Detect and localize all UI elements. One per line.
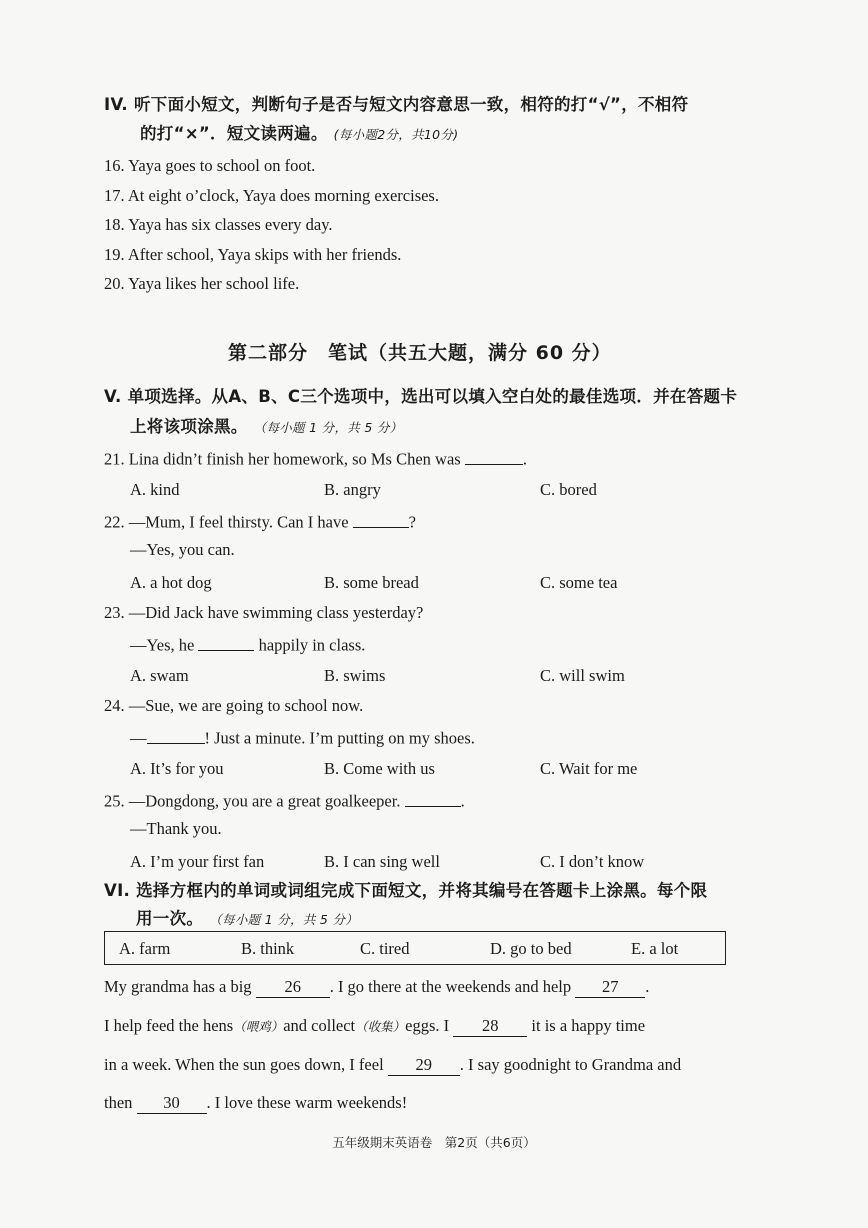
- passage-text: . I go there at the weekends and help: [329, 977, 576, 996]
- q24-blank: [147, 726, 205, 744]
- passage-text: .: [645, 977, 650, 996]
- section5-heading-cont: [130, 417, 402, 437]
- item-17: 17. At eight o’clock, Yaya does morning exercises.: [104, 186, 439, 205]
- q22-text: 22. —Mum, I feel thirsty. Can I have: [104, 512, 353, 532]
- q21-blank: [465, 447, 523, 465]
- q21-option-b: B. angry: [324, 480, 381, 499]
- section4-heading-cont: [140, 124, 458, 144]
- question-22: [104, 510, 416, 532]
- q24-reply: [130, 726, 475, 748]
- section5-heading: [104, 387, 737, 407]
- section6-note: （每小题 1 分，共 5 分）: [209, 912, 359, 927]
- q22-blank: [353, 510, 409, 528]
- q25-option-a: A. I’m your first fan: [130, 852, 265, 871]
- passage-text: . I say goodnight to Grandma and: [459, 1055, 682, 1074]
- q23-reply-end: happily in class.: [254, 635, 366, 655]
- section5-note: （每小题 1 分，共 5 分）: [253, 420, 403, 435]
- passage-text: My grandma has a big: [104, 977, 256, 996]
- item-18: 18. Yaya has six classes every day.: [104, 215, 333, 234]
- section5-heading-line1: 单项选择。从A、B、C三个选项中，选出可以填入空白处的最佳选项．并在答题卡: [127, 387, 738, 406]
- q23-option-b: B. swims: [324, 666, 386, 685]
- passage-text: eggs. I: [405, 1016, 454, 1035]
- q24-option-c: C. Wait for me: [540, 759, 638, 778]
- gloss-collect: （收集）: [355, 1019, 406, 1034]
- blank-27: 27: [575, 977, 645, 998]
- item-19: 19. After school, Yaya skips with her friends.: [104, 245, 402, 264]
- question-24: 24. —Sue, we are going to school now.: [104, 696, 364, 715]
- question-23: 23. —Did Jack have swimming class yesterday?: [104, 603, 424, 622]
- q23-reply-start: —Yes, he: [130, 635, 199, 655]
- item-16: 16. Yaya goes to school on foot.: [104, 156, 316, 175]
- q22-option-c: C. some tea: [540, 573, 618, 592]
- passage-text: and collect: [283, 1016, 356, 1035]
- gloss-feed-hens: （喂鸡）: [233, 1019, 284, 1034]
- q23-blank: [198, 633, 254, 651]
- section6-heading-line2: 用一次。: [136, 909, 204, 928]
- passage-text: . I love these warm weekends!: [206, 1093, 408, 1112]
- word-box: [104, 931, 726, 965]
- blank-28: 28: [453, 1016, 527, 1037]
- word-b: B. think: [241, 939, 295, 958]
- page-footer: 五年级期末英语卷 第2页（共6页）: [332, 1135, 536, 1150]
- q21-option-a: A. kind: [130, 480, 180, 499]
- section4-heading-line2: 的打“×”．短文读两遍。: [140, 124, 328, 143]
- section5-heading-line2: 上将该项涂黑。: [130, 417, 248, 436]
- q25-option-b: B. I can sing well: [324, 852, 440, 871]
- passage-line-2: [104, 1016, 645, 1037]
- q24-option-a: A. It’s for you: [130, 759, 224, 778]
- blank-29: 29: [388, 1055, 460, 1076]
- q22-reply: —Yes, you can.: [130, 540, 235, 559]
- q23-reply: [130, 633, 365, 655]
- q24-reply-end: ! Just a minute. I’m putting on my shoes.: [204, 728, 475, 748]
- section6-heading-line1: 选择方框内的单词或词组完成下面短文，并将其编号在答题卡上涂黑。每个限: [136, 881, 708, 900]
- q21-text: 21. Lina didn’t finish her homework, so Ms Chen was: [104, 449, 465, 469]
- passage-text: in a week. When the sun goes down, I feel: [104, 1055, 388, 1074]
- q25-text: 25. —Dongdong, you are a great goalkeeper.: [104, 791, 405, 811]
- item-20: 20. Yaya likes her school life.: [104, 274, 300, 293]
- passage-text: it is a happy time: [527, 1016, 646, 1035]
- q21-option-c: C. bored: [540, 480, 597, 499]
- word-c: C. tired: [360, 939, 410, 958]
- passage-text: I help feed the hens: [104, 1016, 234, 1035]
- q24-option-b: B. Come with us: [324, 759, 435, 778]
- section4-heading: [104, 95, 688, 115]
- q25-reply: —Thank you.: [130, 819, 222, 838]
- passage-line-4: [104, 1093, 407, 1114]
- blank-26: 26: [256, 977, 330, 998]
- section5-number: V.: [104, 387, 122, 406]
- word-e: E. a lot: [631, 939, 679, 958]
- passage-text: then: [104, 1093, 137, 1112]
- q22-option-a: A. a hot dog: [130, 573, 212, 592]
- passage-line-1: [104, 977, 649, 998]
- section6-number: VI.: [104, 881, 131, 900]
- question-25: [104, 789, 465, 811]
- q22-end: ?: [408, 512, 416, 532]
- q23-option-a: A. swam: [130, 666, 189, 685]
- section4-number: IV.: [104, 95, 128, 114]
- section6-heading: [104, 881, 707, 901]
- part2-title: 第二部分 笔试（共五大题，满分 60 分）: [228, 342, 612, 364]
- question-21: [104, 447, 527, 469]
- word-a: A. farm: [119, 939, 171, 958]
- q24-reply-start: —: [130, 728, 147, 748]
- passage-line-3: [104, 1055, 681, 1076]
- q25-end: .: [460, 791, 465, 811]
- section4-note: (每小题2分，共10分): [333, 127, 459, 142]
- q25-blank: [405, 789, 461, 807]
- section4-heading-line1: 听下面小短文，判断句子是否与短文内容意思一致，相符的打“√”，不相符: [134, 95, 689, 114]
- q21-end: .: [522, 449, 527, 469]
- q22-option-b: B. some bread: [324, 573, 419, 592]
- word-d: D. go to bed: [490, 939, 572, 958]
- q23-option-c: C. will swim: [540, 666, 625, 685]
- q25-option-c: C. I don’t know: [540, 852, 645, 871]
- blank-30: 30: [137, 1093, 207, 1114]
- section6-heading-cont: [136, 909, 358, 929]
